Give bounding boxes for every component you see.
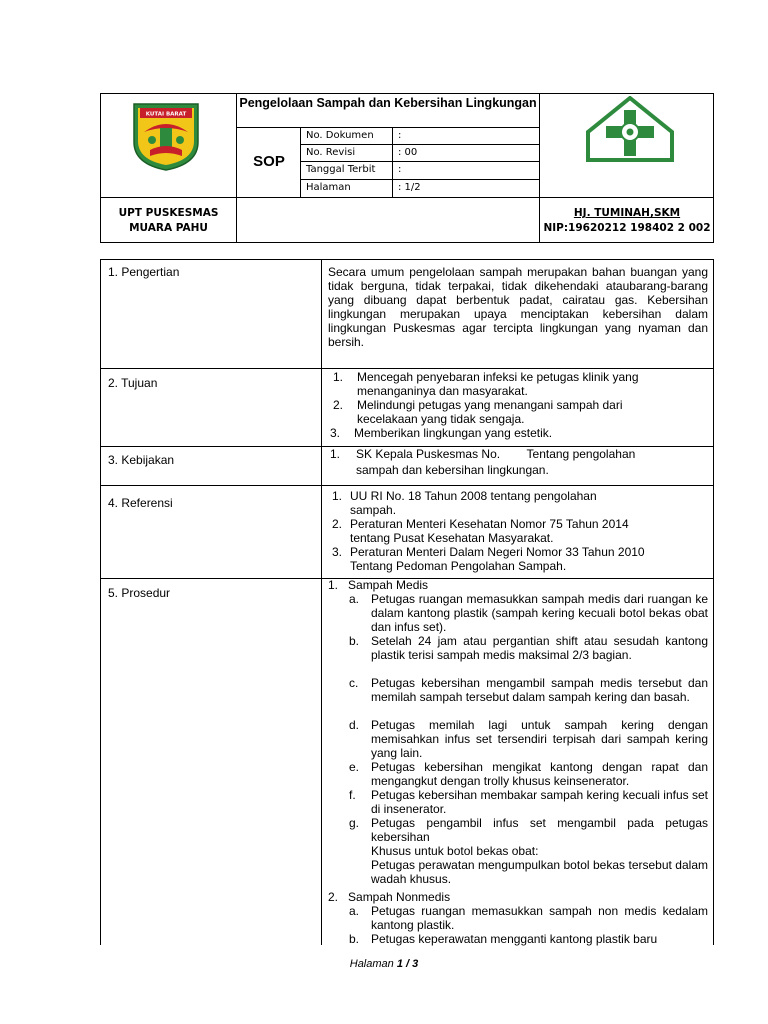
meta-label: Halaman bbox=[306, 182, 351, 193]
list-item: menanganinya dan masyarakat. bbox=[357, 384, 528, 398]
meta-label: No. Revisi bbox=[306, 147, 356, 158]
meta-label: Tanggal Terbit bbox=[306, 164, 376, 175]
list-number: 2. bbox=[332, 517, 343, 531]
header-divider bbox=[237, 127, 539, 128]
list-letter: b. bbox=[349, 634, 360, 648]
section-label: 3. Kebijakan bbox=[108, 453, 175, 467]
botol-text: Petugas perawatan mengumpulkan botol bekas tersebut dalam wadah khusus. bbox=[371, 858, 708, 886]
footer-prefix: Halaman bbox=[349, 958, 397, 970]
document-title: Pengelolaan Sampah dan Kebersihan Lingkungan bbox=[239, 96, 537, 110]
list-item: Petugas ruangan memasukkan sampah non medis kedalam kantong plastik. bbox=[371, 904, 708, 932]
list-item: kecelakaan yang tidak sengaja. bbox=[357, 412, 525, 426]
svg-text:KUTAI BARAT: KUTAI BARAT bbox=[145, 111, 187, 118]
list-item: Petugas kebersihan mengikat kantong dengan rapat dan mengangkut dengan trolly khusus keinsenerator. bbox=[371, 760, 708, 788]
meta-value: : 00 bbox=[398, 147, 418, 158]
meta-value: : 1/2 bbox=[398, 182, 421, 193]
list-item: Tentang Pedoman Pengolahan Sampah. bbox=[350, 559, 567, 573]
header-divider bbox=[300, 127, 301, 197]
section-label: 2. Tujuan bbox=[108, 376, 158, 390]
list-item: Peraturan Menteri Dalam Negeri Nomor 33 Tahun 2010 bbox=[350, 545, 645, 559]
list-letter: f. bbox=[349, 788, 356, 802]
list-item: Mencegah penyebaran infeksi ke petugas klinik yang bbox=[357, 370, 639, 384]
organization-line: MUARA PAHU bbox=[129, 222, 208, 234]
row-divider bbox=[100, 368, 714, 369]
list-item: sampah dan kebersihan lingkungan. bbox=[356, 463, 549, 477]
list-item: Melindungi petugas yang menangani sampah dari bbox=[357, 398, 623, 412]
list-number: 1. bbox=[330, 447, 341, 461]
list-item: SK Kepala Puskesmas No. Tentang pengolahan bbox=[356, 447, 636, 461]
botol-title: Khusus untuk botol bekas obat: bbox=[371, 844, 539, 858]
list-item: sampah. bbox=[350, 503, 397, 517]
organization-line: UPT PUSKESMAS bbox=[118, 207, 219, 219]
section-label: 1. Pengertian bbox=[108, 265, 180, 279]
list-letter: a. bbox=[349, 592, 360, 606]
list-item: UU RI No. 18 Tahun 2008 tentang pengolahan bbox=[350, 489, 597, 503]
header-divider bbox=[300, 179, 539, 180]
page-footer bbox=[0, 958, 768, 970]
list-letter: g. bbox=[349, 816, 360, 830]
list-number: 1. bbox=[333, 370, 344, 384]
footer-page-number: 1 / 3 bbox=[396, 958, 419, 970]
organization-name bbox=[102, 206, 235, 236]
list-item: Memberikan lingkungan yang estetik. bbox=[354, 426, 553, 440]
signer-name: HJ. TUMINAH,SKM bbox=[573, 207, 681, 219]
regency-emblem-logo bbox=[130, 98, 202, 172]
signer-nip: NIP:19620212 198402 2 002 bbox=[543, 222, 711, 234]
list-item: Petugas memilah lagi untuk sampah kering dengan memisahkan infus set tersendiri terpisah dari sampah kering yang lain. bbox=[371, 718, 708, 760]
signer-block bbox=[540, 206, 714, 236]
list-number: 3. bbox=[330, 426, 341, 440]
header-divider bbox=[300, 161, 539, 162]
puskesmas-logo bbox=[586, 96, 674, 162]
column-divider bbox=[321, 259, 322, 945]
list-letter: a. bbox=[349, 904, 360, 918]
list-number: 2. bbox=[333, 398, 344, 412]
list-item: Petugas ruangan memasukkan sampah medis dari ruangan ke dalam kantong plastik (sampah kering kecuali botol bekas obat dan infus set). bbox=[371, 592, 708, 634]
list-letter: e. bbox=[349, 760, 360, 774]
meta-value: : bbox=[398, 164, 402, 175]
section-label: 4. Referensi bbox=[108, 496, 173, 510]
pengertian-text: Secara umum pengelolaan sampah merupakan bahan buangan yang tidak berguna, tidak terpakai, tidak dikehendaki ataubarang-barang yang dibuang dapat berbentuk padat, cairatau gas. Kebersihan lingkungan merupakan upaya menciptakan kebersihan dalam lingkungan Puskesmas agar tercipta lingkungan yang nyaman dan bersih. bbox=[328, 265, 708, 349]
list-letter: c. bbox=[349, 676, 359, 690]
list-number: 3. bbox=[332, 545, 343, 559]
list-number: 1. bbox=[332, 489, 343, 503]
meta-label: No. Dokumen bbox=[306, 130, 374, 141]
header-divider bbox=[392, 127, 393, 197]
list-item: Petugas pengambil infus set mengambil pada petugas kebersihan bbox=[371, 816, 708, 844]
list-item: Petugas kebersihan membakar sampah kering kecuali infus set di insenerator. bbox=[371, 788, 708, 816]
section-label: 5. Prosedur bbox=[108, 586, 171, 600]
list-letter: b. bbox=[349, 932, 360, 946]
list-item: Petugas keperawatan mengganti kantong plastik baru bbox=[371, 932, 658, 946]
list-item: Setelah 24 jam atau pergantian shift atau sesudah kantong plastik terisi sampah medis maksimal 2/3 bagian. bbox=[371, 634, 708, 662]
list-item: tentang Pusat Kesehatan Masyarakat. bbox=[350, 531, 554, 545]
header-divider bbox=[300, 144, 539, 145]
list-letter: d. bbox=[349, 718, 360, 732]
sop-label: SOP bbox=[253, 153, 285, 170]
header-divider bbox=[100, 197, 714, 198]
list-item: Peraturan Menteri Kesehatan Nomor 75 Tahun 2014 bbox=[350, 517, 629, 531]
row-divider bbox=[100, 485, 714, 486]
subsection-title: 1. Sampah Medis bbox=[328, 578, 429, 592]
header-divider bbox=[236, 93, 237, 243]
list-item: Petugas kebersihan mengambil sampah medis tersebut dan memilah sampah tersebut dalam sampah kering dan basah. bbox=[371, 676, 708, 704]
meta-value: : bbox=[398, 130, 402, 141]
subsection-title: 2. Sampah Nonmedis bbox=[328, 890, 451, 904]
